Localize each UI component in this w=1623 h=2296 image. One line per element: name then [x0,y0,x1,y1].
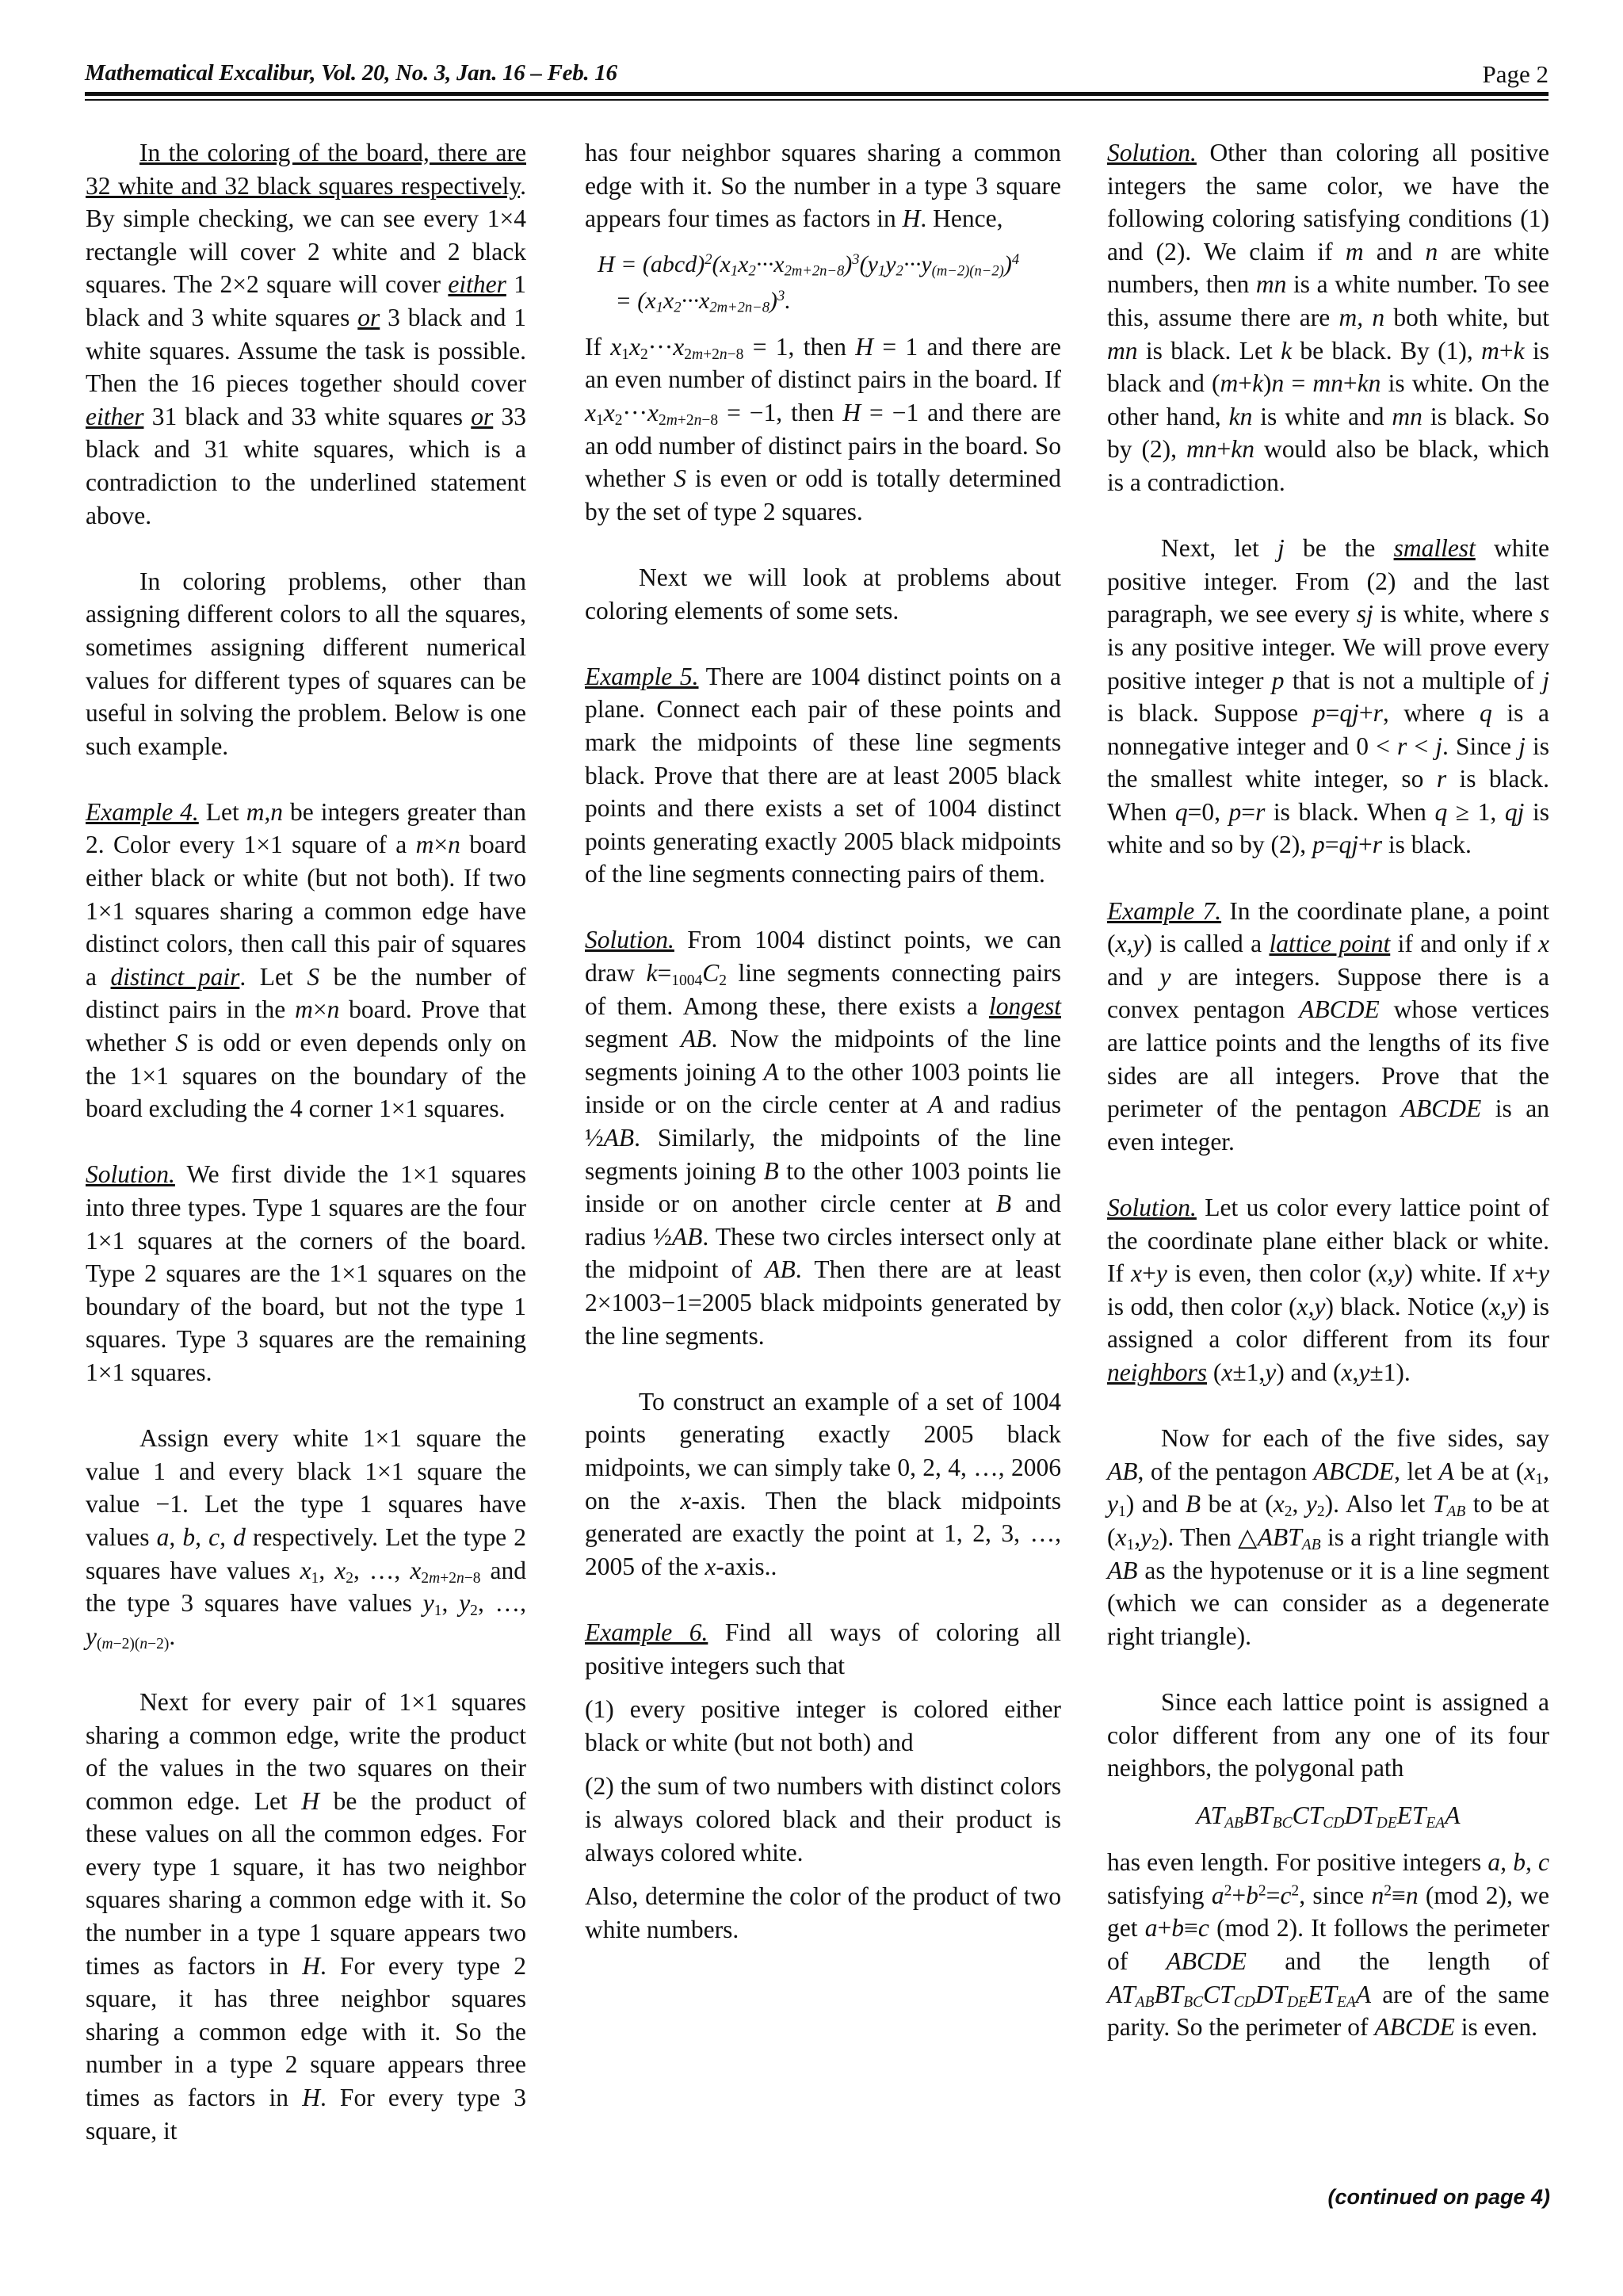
paragraph: Next we will look at problems about coloring elements of some sets. [585,563,1061,625]
header-rule-thin [85,99,1549,101]
paragraph: Next, let j be the smallest white positive integer. From (2) and the last paragraph, we see every sj is white, where s is any positive integer. We will prove every positive integer p that is not a multiple of j is black. Suppose p=qj+r, where q is a nonnegative integer and 0 < r < j. Since j is the smallest white integer, so r is black. When q=0, p=r is black. When q ≥ 1, qj is white and so by (2), p=qj+r is black. [1107,534,1550,859]
continued-note: (continued on page 4) [1327,2185,1550,2209]
polygonal-path: $AT_{AB}BT_{BC}CT_{CD}DT_{DE}ET_{EA}A$ [1196,1801,1461,1832]
paragraph: Assign every white 1×1 square the value 1 and every black 1×1 square the value −1. Let the type 1 squares have values a, b, c, d respectively. Let the type 2 squares have values $x_1$, $x_2$, …, $x_{2m+2n-8}$ and the type 3 squares have values $y_1$, $y_2$, …, $y_{(m-2)(n-2)}$. [86,1424,527,1652]
paragraph: In the coloring of the board, there are 32 white and 32 black squares respectively. By simple checking, we can see every 1×4 rectangle will cover 2 white and 2 black squares. The 2×2 square will cover either 1 black and 3 white squares or 3 black and 1 white squares. Assume the task is possible. Then the 16 pieces together should cover either 31 black and 33 white squares or 33 black and 31 white squares, which is a contradiction to the underlined statement above. [86,139,526,529]
paragraph: has even length. For positive integers a, b, c satisfying $a^2+b^2=c^2$, since $n^2\equiv n$ (mod 2), we get a+b≡c (mod 2). It follows the perimeter of ABCDE and the length of $AT_{AB}BT_{BC}CT_{CD}DT_{DE}ET_{EA}A$ are of the same parity. So the perimeter of ABCDE is even. [1107,1848,1550,2042]
paragraph: In coloring problems, other than assigning different colors to all the squares, sometimes assigning different numerical values for different types of squares can be useful in solving the problem. Below is one such example. [86,567,526,760]
example-4: Example 4. Let m,n be integers greater than 2. Color every 1×1 square of a m×n board either black or white (but not both). If two 1×1 squares sharing a common edge have distinct colors, then call this pair of squares a distinct pair. Let S be the number of distinct pairs in the m×n board. Prove that whether S is odd or even depends only on the 1×1 squares on the boundary of the board excluding the 4 corner 1×1 squares. [86,797,526,1123]
example-5: Example 5. There are 1004 distinct points on a plane. Connect each pair of these points and mark the midpoints of these line segments black. Prove that there are at least 2005 black points and there exists a set of 1004 distinct points generating exactly 2005 black midpoints of the line segments connecting pairs of them. [585,662,1061,888]
solution-7: Solution. Let us color every lattice point of the coordinate plane either black or white. If x+y is even, then color (x,y) white. If x+y is odd, then color (x,y) black. Notice (x,y) is assigned a color different from its four neighbors (x±1,y) and (x,y±1). [1107,1194,1549,1386]
header-rule-thick [85,92,1549,96]
page-header [85,60,1549,95]
page-number: Page 2 [1482,60,1549,88]
condition-2: (2) the sum of two numbers with distinct colors is always colored black and their product is always colored white. [585,1772,1061,1866]
condition-1: (1) every positive integer is colored either black or white (but not both) and [585,1695,1061,1756]
column-3 [1107,136,1549,2044]
paragraph: has four neighbor squares sharing a common edge with it. So the number in a type 3 square appears four times as factors in H. Hence, [585,139,1061,233]
example-7: Example 7. In the coordinate plane, a point (x,y) is called a lattice point if and only if x and y are integers. Suppose there is a convex pentagon ABCDE whose vertices are lattice points and the lengths of its five sides are all integers. Prove that the perimeter of the pentagon ABCDE is an even integer. [1107,896,1549,1156]
column-2 [585,136,1061,1946]
paragraph: Also, determine the color of the product of two white numbers. [585,1882,1061,1943]
paragraph: Next for every pair of 1×1 squares sharing a common edge, write the product of the values in the two squares on their common edge. Let H be the product of these values on all the common edges. For every type 1 square, it has two neighbor squares sharing a common edge with it. So the number in a type 1 square appears two times as factors in H. For every type 2 square, it has three neighbor squares sharing a common edge with it. So the number in a type 2 square appears three times as factors in H. For every type 3 square, it [86,1687,527,2145]
solution-5: Solution. From 1004 distinct points, we can draw $k=_{1004}C_2$ line segments connecting pairs of them. Among these, there exists a longest segment AB. Now the midpoints of the line segments joining A to the other 1003 points lie inside or on the circle center at A and radius ½AB. Similarly, the midpoints of the line segments joining B to the other 1003 points lie inside or on another circle center at B and radius ½AB. These two circles intersect only at the midpoint of AB. Then there are at least 2×1003−1=2005 black midpoints generated by the line segments. [585,926,1061,1350]
equation-H: $H = (abcd)^2(x_1x_2\cdot\cdot\cdot x_{2m+2n-8})^3(y_1y_2\cdot\cdot\cdot y_{(m-2)(n-2)})^4$ = $(x_1x_2\cdot\cdot\cdot x_{2m+2n-8})^3$. [598,250,1020,316]
paragraph: Now for each of the five sides, say AB, of the pentagon ABCDE, let A be at ($x_1$, $y_1$) and B be at ($x_2$, $y_2$). Also let $T_{AB}$ to be at $(x_1,y_2)$. Then $\triangle ABT_{AB}$ is a right triangle with AB as the hypotenuse or it is a line segment (which we can consider as a degenerate right triangle). [1107,1424,1549,1650]
paragraph: To construct an example of a set of 1004 points generating exactly 2005 black midpoints, we can simply take 0, 2, 4, …, 2006 on the x-axis. Then the black midpoints generated are exactly the point at 1, 2, 3, …, 2005 of the x-axis.. [585,1387,1061,1580]
column-1 [86,136,526,2147]
solution-4: Solution. We first divide the 1×1 squares into three types. Type 1 squares are the four 1×1 squares at the corners of the board. Type 2 squares are the 1×1 squares on the boundary of the board, but not the type 1 squares. Type 3 squares are the remaining 1×1 squares. [86,1160,526,1386]
example-6: Example 6. Find all ways of coloring all positive integers such that [585,1618,1061,1679]
newsletter-title: Mathematical Excalibur, Vol. 20, No. 3, Jan. 16 – Feb. 16 [85,60,617,86]
solution-6: Solution. Other than coloring all positive integers the same color, we have the following coloring satisfying conditions (1) and (2). We claim if m and n are white numbers, then mn is a white number. To see this, assume there are m, n both white, but mn is black. Let k be black. By (1), m+k is black and (m+k)n = mn+kn is white. On the other hand, kn is white and mn is black. So by (2), mn+kn would also be black, which is a contradiction. [1107,139,1550,496]
paragraph: Since each lattice point is assigned a color different from any one of its four neighbors, the polygonal path [1107,1687,1549,1782]
paragraph: If $x_1x_2\cdot\cdot\cdot x_{2m+2n-8} = 1$, then H = 1 and there are an even number of distinct pairs in the board. If $x_1x_2\cdot\cdot\cdot x_{2m+2n-8} = -1$, then H = −1 and there are an odd number of distinct pairs in the board. So whether S is even or odd is totally determined by the set of type 2 squares. [585,332,1062,525]
